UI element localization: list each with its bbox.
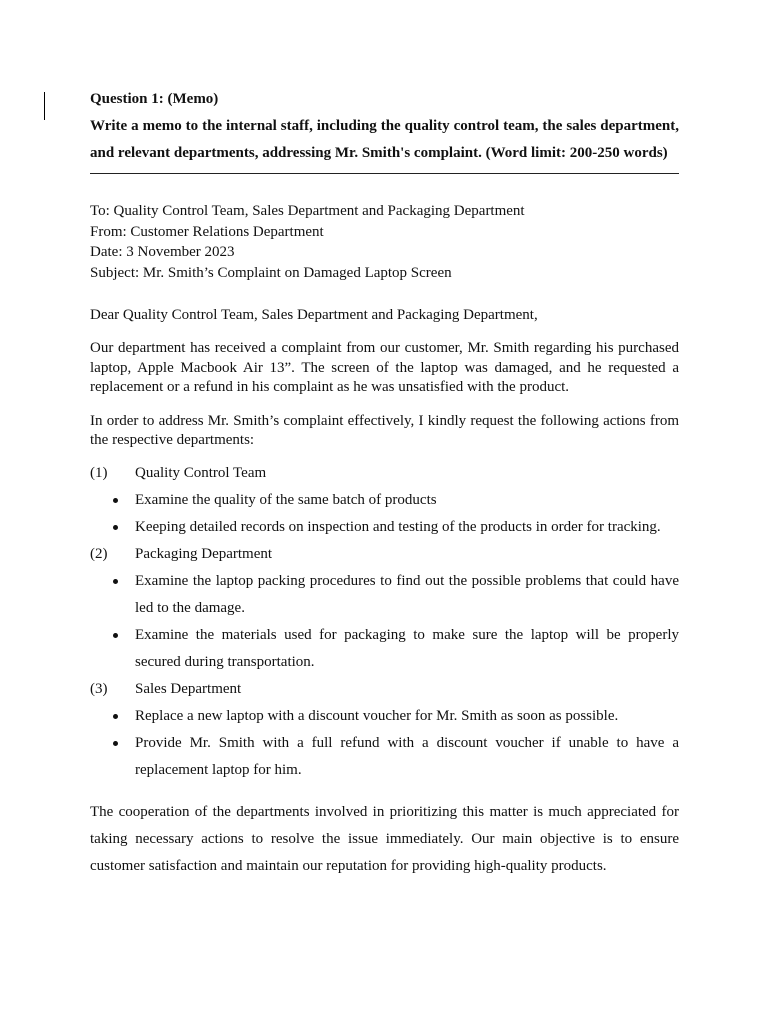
department-name: Packaging Department bbox=[135, 545, 273, 562]
list-item bbox=[90, 568, 679, 622]
memo-salutation: Dear Quality Control Team, Sales Department and Packaging Department, bbox=[90, 307, 538, 323]
divider bbox=[90, 173, 679, 174]
list-item bbox=[90, 487, 679, 514]
department-section bbox=[90, 676, 679, 784]
memo-header bbox=[90, 201, 679, 283]
department-heading bbox=[90, 676, 679, 703]
department-section bbox=[90, 541, 679, 676]
department-name: Sales Department bbox=[135, 680, 242, 697]
list-item-text: Provide Mr. Smith with a full refund with a discount voucher if unable to have a replacement laptop for him. bbox=[135, 734, 679, 778]
bullet-icon bbox=[90, 730, 135, 784]
memo-to: To: Quality Control Team, Sales Department and Packaging Department bbox=[90, 203, 525, 219]
document-page bbox=[90, 86, 679, 880]
question-prompt: Write a memo to the internal staff, including the quality control team, the sales department, and relevant departments, addressing Mr. Smith's complaint. (Word limit: 200-250 words) bbox=[90, 118, 679, 161]
list-item-text: Examine the materials used for packaging to make sure the laptop will be properly secured during transportation. bbox=[135, 626, 679, 670]
department-section bbox=[90, 460, 679, 541]
bullet-icon bbox=[90, 514, 135, 541]
department-number: (3) bbox=[90, 680, 108, 697]
list-item bbox=[90, 730, 679, 784]
department-heading bbox=[90, 541, 679, 568]
memo-paragraph-2: In order to address Mr. Smith’s complaint effectively, I kindly request the following actions from the respective departments: bbox=[90, 412, 679, 448]
list-item bbox=[90, 703, 679, 730]
department-number: (1) bbox=[90, 464, 108, 481]
question-title: Question 1: (Memo) bbox=[90, 91, 219, 107]
memo-subject: Subject: Mr. Smith’s Complaint on Damaged Laptop Screen bbox=[90, 264, 452, 281]
department-number: (2) bbox=[90, 545, 108, 562]
bullet-icon bbox=[90, 703, 135, 730]
text-cursor bbox=[44, 92, 45, 120]
bullet-icon bbox=[90, 568, 135, 622]
memo-closing: The cooperation of the departments involved in prioritizing this matter is much appreciated for taking necessary actions to resolve the issue immediately. Our main objective is to ensure customer satisfaction and maintain our reputation for providing high-quality products. bbox=[90, 803, 679, 874]
department-heading bbox=[90, 460, 679, 487]
memo-paragraph-1: Our department has received a complaint from our customer, Mr. Smith regarding his purchased laptop, Apple Macbook Air 13”. The screen of the laptop was damaged, and he requested a replacement or a refund in his complaint as he was unsatisfied with the product. bbox=[90, 340, 679, 395]
list-item-text: Examine the quality of the same batch of products bbox=[135, 491, 437, 508]
list-item bbox=[90, 622, 679, 676]
list-item-text: Keeping detailed records on inspection and testing of the products in order for tracking. bbox=[135, 518, 661, 535]
department-action-list bbox=[90, 460, 679, 784]
memo-from: From: Customer Relations Department bbox=[90, 223, 324, 240]
department-name: Quality Control Team bbox=[135, 464, 267, 481]
list-item-text: Replace a new laptop with a discount voucher for Mr. Smith as soon as possible. bbox=[135, 707, 619, 724]
bullet-icon bbox=[90, 622, 135, 676]
list-item-text: Examine the laptop packing procedures to find out the possible problems that could have led to the damage. bbox=[135, 572, 679, 616]
memo-date: Date: 3 November 2023 bbox=[90, 244, 235, 260]
list-item bbox=[90, 514, 679, 541]
bullet-icon bbox=[90, 487, 135, 514]
